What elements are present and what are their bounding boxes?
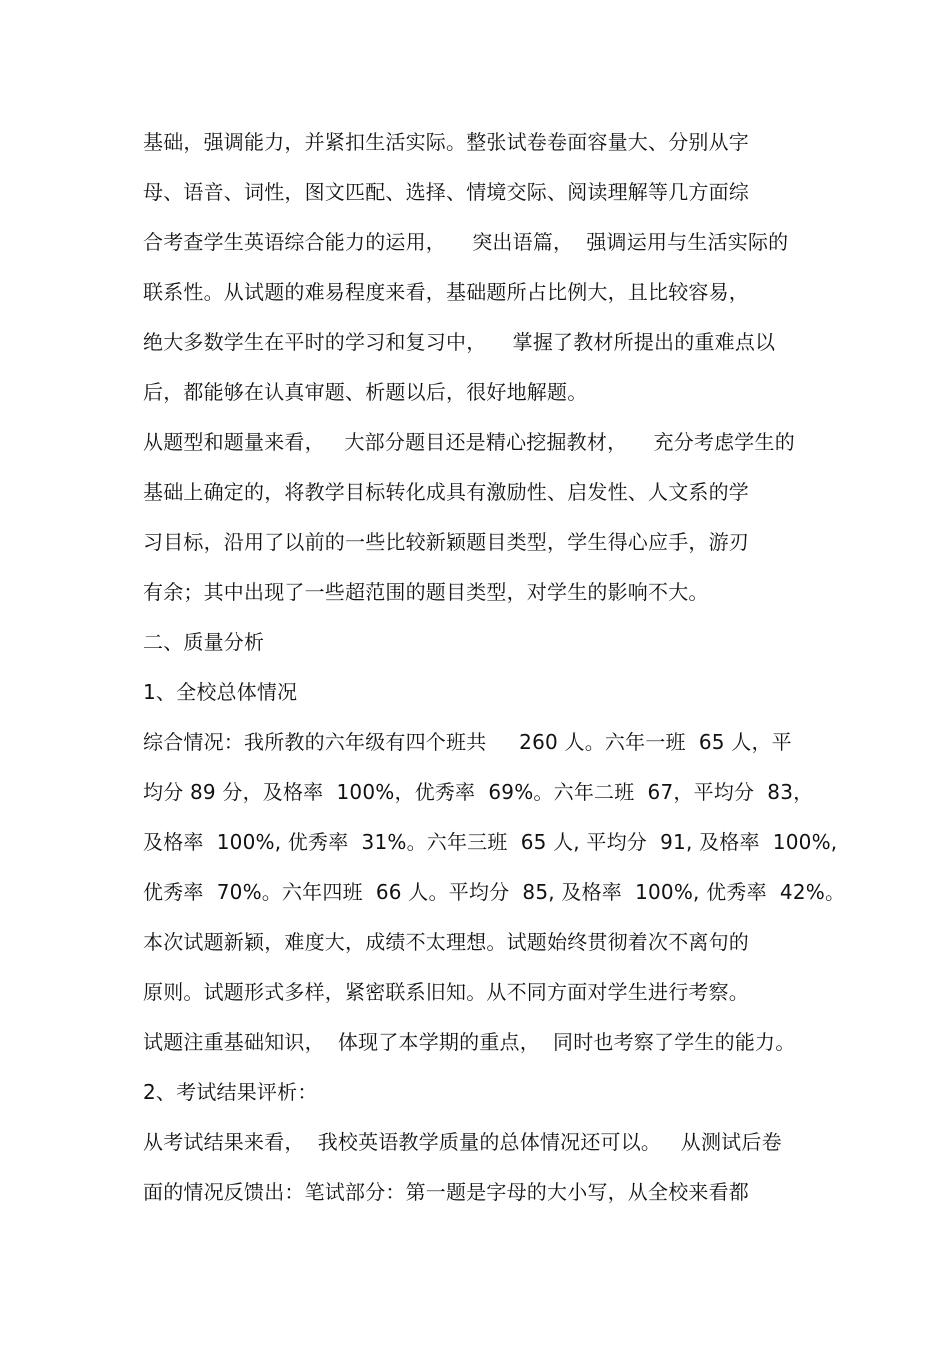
section-heading: 二、质量分析 (143, 630, 265, 654)
text-line: 后，都能够在认真审题、析题以后，很好地解题。 (143, 380, 588, 404)
text-line: 综合情况：我所教的六年级有四个班共 260 人。六年一班 65 人，平 (143, 730, 792, 754)
text-line: 习目标，沿用了以前的一些比较新颖题目类型，学生得心应手，游刃 (143, 530, 749, 554)
text-line: 原则。试题形式多样，紧密联系旧知。从不同方面对学生进行考察。 (143, 980, 749, 1004)
text-line: 从题型和题量来看， 大部分题目还是精心挖掘教材， 充分考虑学生的 (143, 430, 795, 454)
text-line: 有余；其中出现了一些超范围的题目类型，对学生的影响不大。 (143, 580, 709, 604)
text-line: 母、语音、词性，图文匹配、选择、情境交际、阅读理解等几方面综 (143, 180, 749, 204)
text-line: 优秀率 70%。六年四班 66 人。平均分 85, 及格率 100%, 优秀率 42%。 (143, 880, 846, 904)
text-line: 合考查学生英语综合能力的运用， 突出语篇， 强调运用与生活实际的 (143, 230, 789, 254)
text-line: 联系性。从试题的难易程度来看，基础题所占比例大，且比较容易， (143, 280, 749, 304)
text-line: 本次试题新颖，难度大，成绩不太理想。试题始终贯彻着次不离句的 (143, 930, 749, 954)
text-line: 从考试结果来看， 我校英语教学质量的总体情况还可以。 从测试后卷 (143, 1130, 782, 1154)
text-line: 面的情况反馈出：笔试部分：第一题是字母的大小写，从全校来看都 (143, 1180, 749, 1204)
text-line: 绝大多数学生在平时的学习和复习中， 掌握了教材所提出的重难点以 (143, 330, 776, 354)
text-line: 均分 89 分，及格率 100%，优秀率 69%。六年二班 67，平均分 83， (143, 780, 814, 804)
text-line: 基础，强调能力，并紧扣生活实际。整张试卷卷面容量大、分别从字 (143, 130, 749, 154)
text-line: 试题注重基础知识， 体现了本学期的重点， 同时也考察了学生的能力。 (143, 1030, 796, 1054)
subsection-heading: 1、全校总体情况 (143, 680, 298, 704)
subsection-heading: 2、考试结果评析： (143, 1080, 318, 1104)
text-line: 基础上确定的，将教学目标转化成具有激励性、启发性、人文系的学 (143, 480, 749, 504)
text-line: 及格率 100%, 优秀率 31%。六年三班 65 人, 平均分 91, 及格率 100%, (143, 830, 838, 854)
